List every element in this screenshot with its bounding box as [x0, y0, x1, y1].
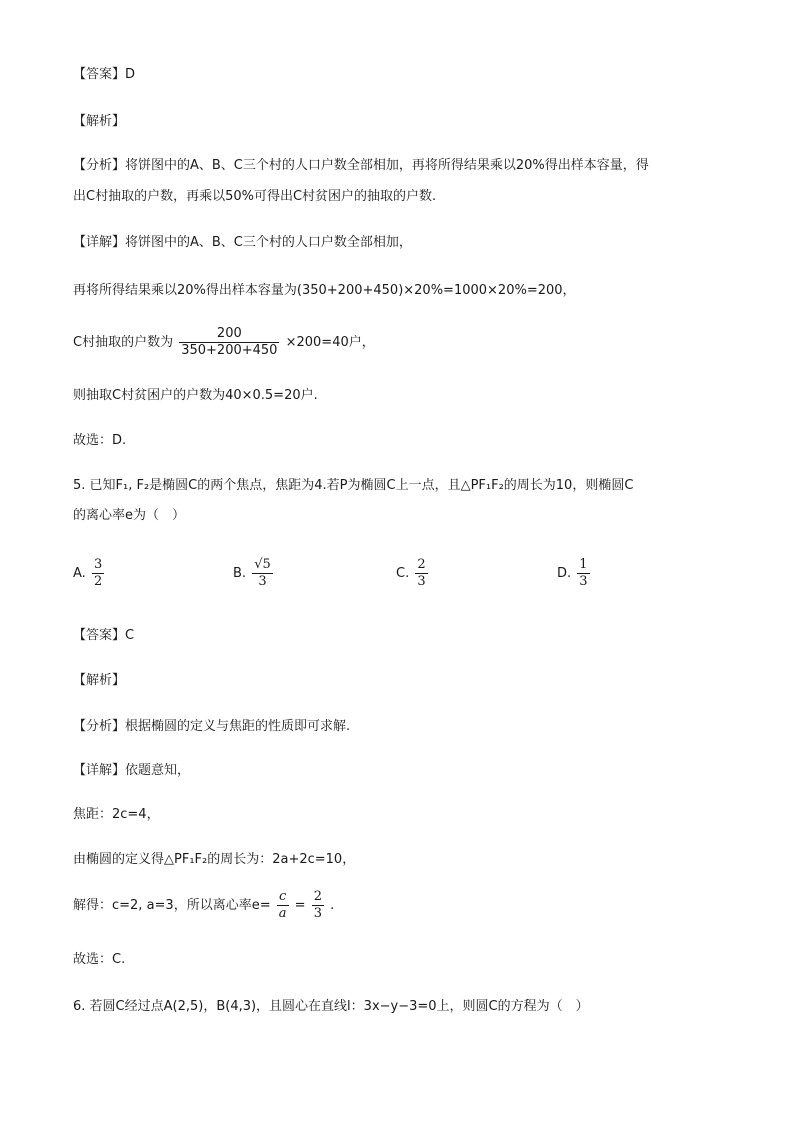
q5-option-d-label: D. — [557, 566, 572, 581]
q5-xiangjie: 【详解】依题意知， — [73, 763, 191, 778]
q4-c-suffix: ×200=40户， — [285, 335, 375, 350]
q5-option-c — [396, 557, 430, 590]
q5-stem-line2: 的离心率e为（ ） — [73, 508, 185, 523]
q5-solve-den1: a — [278, 906, 287, 921]
q5-solve-end: . — [330, 898, 335, 913]
q5-option-d-den: 3 — [579, 574, 588, 589]
q5-solve-den2: 3 — [313, 906, 322, 921]
q4-fenxi-line2: 出C村抽取的户数，再乘以50%可得出C村贫困户的抽取的户数. — [73, 189, 437, 204]
q5-option-c-den: 3 — [417, 574, 426, 589]
q5-option-b — [233, 557, 275, 590]
q5-solve-num1: c — [277, 889, 289, 906]
q5-option-a-num: 3 — [93, 557, 103, 572]
q5-option-a-label: A. — [73, 566, 86, 581]
q5-solve-fraction-23 — [312, 889, 324, 922]
q4-c-denominator: 350+200+450 — [181, 343, 278, 358]
q5-answer: 【答案】C — [73, 628, 135, 643]
q5-analysis-header: 【解析】 — [73, 673, 126, 688]
q5-option-a-den: 2 — [93, 574, 103, 589]
q5-focal-line: 焦距：2c=4， — [73, 807, 160, 822]
q5-option-b-fraction — [252, 557, 273, 590]
q5-stem-line1: 5. 已知F₁, F₂是椭圆C的两个焦点，焦距为4.若P为椭圆C上一点，且△PF₁F₂的周长为10，则椭圆C — [73, 478, 634, 493]
q4-analysis-header: 【解析】 — [73, 114, 126, 129]
q4-fenxi-line1: 【分析】将饼图中的A、B、C三个村的人口户数全部相加，再将所得结果乘以20%得出样本容量，得 — [73, 158, 649, 173]
q5-solve-fraction-ca — [277, 889, 289, 922]
q5-choose: 故选：C. — [73, 952, 126, 967]
q5-perimeter-line: 由椭圆的定义得△PF₁F₂的周长为：2a+2c=10， — [73, 852, 356, 867]
q5-option-d-num: 1 — [579, 557, 588, 572]
q4-poor-line: 则抽取C村贫困户的户数为40×0.5=20户. — [73, 388, 318, 403]
q5-solve-prefix: 解得：c=2, a=3，所以离心率e= — [73, 898, 271, 913]
q4-sample-line: 再将所得结果乘以20%得出样本容量为(350+200+450)×20%=1000×20%=200， — [73, 283, 576, 298]
q5-option-a-fraction — [92, 557, 104, 590]
q5-option-d-fraction — [577, 557, 589, 590]
q4-choose: 故选：D. — [73, 433, 127, 448]
q4-c-numerator: 200 — [179, 326, 279, 343]
q5-option-a — [73, 557, 106, 590]
q5-solve-line — [73, 889, 334, 922]
q5-option-c-fraction — [415, 557, 427, 590]
q4-c-prefix: C村抽取的户数为 — [73, 335, 174, 350]
q5-option-c-label: C. — [396, 566, 410, 581]
q4-answer: 【答案】D — [73, 67, 136, 82]
q4-c-fraction — [179, 326, 279, 359]
q5-solve-eq: = — [294, 898, 306, 913]
q5-option-d — [557, 557, 592, 590]
q4-c-village-line — [73, 326, 375, 359]
q5-solve-num2: 2 — [313, 889, 322, 904]
q5-option-c-num: 2 — [417, 557, 426, 572]
q4-xiangjie: 【详解】将饼图中的A、B、C三个村的人口户数全部相加， — [73, 235, 412, 250]
q5-option-b-den: 3 — [258, 574, 267, 589]
q5-option-b-label: B. — [233, 566, 247, 581]
q5-fenxi: 【分析】根据椭圆的定义与焦距的性质即可求解. — [73, 719, 351, 734]
q6-stem: 6. 若圆C经过点A(2,5)，B(4,3)，且圆心在直线l：3x−y−3=0上，则圆C的方程为（ ） — [73, 999, 589, 1014]
q5-option-b-num: √5 — [254, 557, 271, 572]
